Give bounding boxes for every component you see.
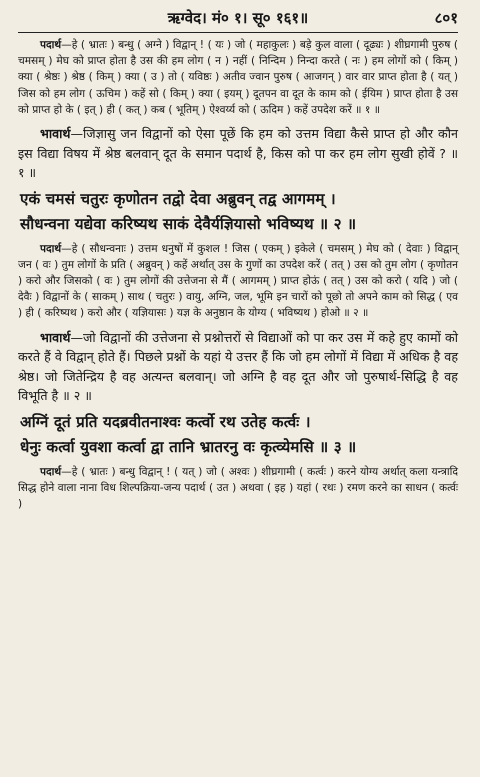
running-header [18,6,458,32]
bhavartha-2 [18,328,458,406]
mantra-2-line-2: सौधन्वना यद्येवा करिष्यथ साकं देवैर्यज्ञियासो भविष्यथ ॥ २ ॥ [20,214,357,233]
padartha-1-text: —हे ( भ्रातः ) बन्धु ( अग्ने ) विद्वान् ! ( यः ) जो ( महाकुलः ) बड़े कुल वाला ( दूढ्यः ) शीघ्रगामी पुरुष ( चमसम् ) मेघ को प्राप्त होता है उस की हम लोग ( न ) नहीं ( निन्दिम ) निन्दा करते ( नः ) हम लोगों को ( किम् ) क्या ( श्रेष्ठः ) श्रेष्ठ ( किम् ) क्या ( उ ) तो ( यविष्ठः ) अतीव ज्वान पुरुष ( आजगन् ) वार वार प्राप्त होता है ( यत् ) जिस को हम लोग ( ऊचिम ) कहें सो ( किम् ) क्या ( इयम् ) दूतपन वा दूत के काम को ( ईयिम ) प्राप्त होता है उस को प्राप्त हो के ( इत् ) ही ( कत् ) कब ( भूतिम् ) ऐश्वर्य्य को ( ऊदिम ) कहें उपदेश करें ॥ १ ॥ [18,39,458,116]
padartha-2-lead: पदार्थ [40,242,62,255]
bhavartha-2-lead: भावार्थ [40,329,71,345]
page-number: ८०१ [434,9,458,27]
header-title: ऋग्वेद। मं० १। सू० १६१॥ [167,9,309,27]
mantra-3-line-1: अग्निं दूतं प्रति यदब्रवीतनाश्वः कर्त्वो रथ उतेह कर्त्वः । [20,412,311,431]
padartha-3-text: —हे ( भ्रातः ) बन्धु विद्वान् ! ( यत् ) जो ( अश्वः ) शीघ्रगामी ( कर्त्वः ) करने योग्य अर्थात् कला यन्त्रादि सिद्ध होने वाला नाना विध शिल्पक्रिया-जन्य पदार्थ ( उत ) अथवा ( इह ) यहां ( रथः ) रमण करने का साधन ( कर्त्वः ) [18,465,458,510]
padartha-1 [18,37,458,118]
bhavartha-1-lead: भावार्थ [40,126,71,142]
mantra-2-line-1: एकं चमसं चतुरः कृणोतन तद्वो देवा अब्रुवन् तद्व आगमम् । [20,189,336,208]
padartha-1-lead: पदार्थ [40,39,62,51]
header-rule [18,32,458,33]
mantra-2 [20,187,458,237]
bhavartha-1-text: —जिज्ञासु जन विद्वानों को ऐसा पूछें कि हम को उत्तम विद्या कैसे प्राप्त हो और कौन इस विद्या विषय में श्रेष्ठ बलवान् दूत के समान पदार्थ है, किस को पा कर हम लोग सुखी होवें ? ॥ १ ॥ [18,126,458,181]
bhavartha-2-text: —जो विद्वानों की उत्तेजना से प्रश्नोत्तरों से विद्याओं को पा कर उस में कहे हुए कामों को करते हैं वे विद्वान् होते हैं। पिछले प्रश्नों के यहां ये उत्तर हैं कि जो हम लोगों में विद्या में अधिक है वह श्रेष्ठ। जो जितेन्द्रिय है वह अत्यन्त बलवान्। जो अग्नि है वह दूत और जो पुरुषार्थ-सिद्धि है वह विभूति है ॥ २ ॥ [18,329,459,404]
padartha-2 [18,241,458,322]
mantra-3-line-2: धेनुः कर्त्वा युवशा कर्त्वा द्वा तानि भ्रातरनु वः कृत्व्येमसि ॥ ३ ॥ [20,437,357,456]
padartha-3 [18,464,458,513]
padartha-2-text: —हे ( सौधन्वनाः ) उत्तम धनुषों में कुशल ! जिस ( एकम् ) इकेले ( चमसम् ) मेघ को ( देवाः ) विद्वान् जन ( वः ) तुम लोगों के प्रति ( अब्रुवन् ) कहें अर्थात् उस के गुणों का उपदेश करें ( तत् ) उस को तुम लोग ( कृणोतन ) करो और जिसको ( वः ) तुम लोगों की उत्तेजना से मैं ( आगमम् ) प्राप्त होऊं ( तत् ) उस को करो ( यदि ) जो ( देवैः ) विद्वानों के ( साकम् ) साथ ( चतुरः ) वायु, अग्नि, जल, भूमि इन चारों को पूछो तो अपने काम को सिद्ध ( एव ) ही ( करिष्यथ ) करो और ( यज्ञियासः ) यज्ञ के अनुष्ठान के योग्य ( भविष्यथ ) होओ ॥ २ ॥ [18,242,458,320]
padartha-3-lead: पदार्थ [40,465,62,478]
mantra-3 [20,410,458,460]
bhavartha-1 [18,124,458,183]
